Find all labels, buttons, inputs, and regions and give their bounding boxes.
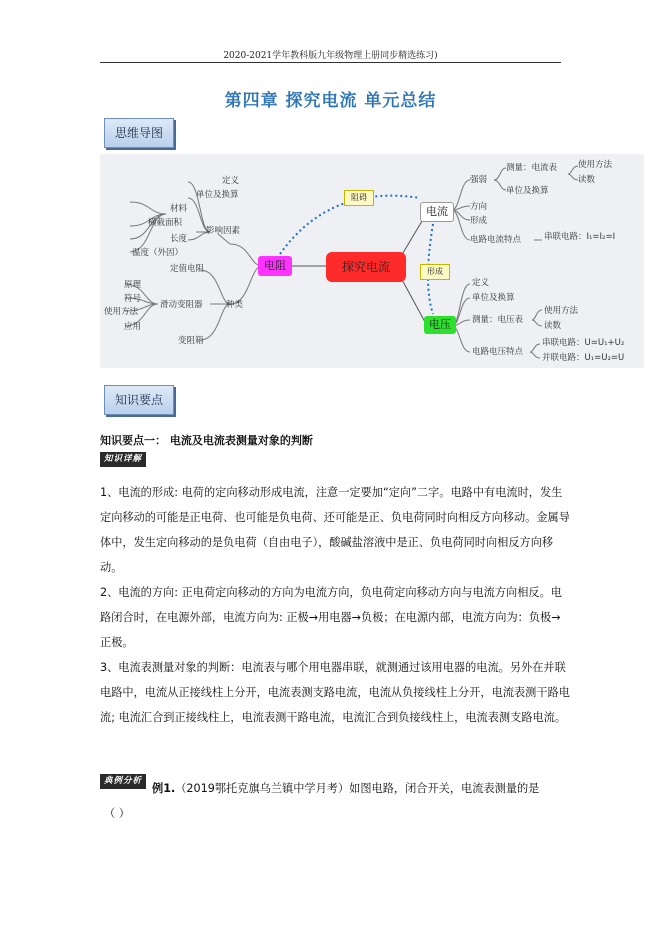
mm-current-unit: 单位及换算 — [506, 186, 549, 196]
paragraph-3-text: 3、电流表测量对象的判断：电流表与哪个用电器串联，就测通过该用电器的电流。另外在并联电路中，电流从正接线柱上分开，电流表测支路电流，电流从负接线柱上分开，电流表测干路电流; 电流汇合到正接线柱上，电流表测干路电流，电流汇合到负接线柱上，电流表测支路电流。 — [100, 661, 570, 724]
mind-map — [100, 154, 644, 368]
mm-slide: 滑动变阻器 — [160, 300, 203, 310]
mm-measure-voltage: 测量：电压表 — [472, 315, 524, 325]
mm-box: 变阻箱 — [178, 336, 204, 346]
mm-voltage-parallel: 并联电路：U₁=U₂=U — [542, 353, 625, 363]
mm-usage: 使用方法 — [104, 307, 139, 317]
knowledge-heading: 知识要点一： 电流及电流表测量对象的判断 — [100, 434, 313, 447]
mm-voltage-series: 串联电路：U=U₁+U₂ — [542, 338, 625, 348]
mm-measure-current: 测量：电流表 — [506, 163, 558, 173]
header-divider — [100, 62, 561, 63]
mm-voltage-circuit: 电路电压特点 — [472, 347, 524, 357]
mm-definition: 定义 — [222, 176, 240, 186]
mm-fixed: 定值电阻 — [170, 264, 205, 274]
current-node: 电流 — [420, 202, 454, 222]
example-label: 例1. — [152, 782, 176, 795]
page-header: 2020-2021学年教科版九年级物理上册同步精选练习) — [223, 51, 438, 61]
paragraph-2 — [100, 580, 570, 655]
voltage-node: 电压 — [424, 316, 456, 334]
mm-current-series: 串联电路：I₁=I₂=I — [544, 232, 616, 242]
link-form: 形成 — [420, 264, 450, 280]
chapter-title: 第四章 探究电流 单元总结 — [224, 91, 437, 111]
link-hinder: 阻碍 — [344, 190, 374, 206]
answer-blank: （ ） — [104, 807, 130, 820]
paragraph-1-text: 1、电流的形成: 电荷的定向移动形成电流，注意一定要加“定向”二字。电路中有电流时，发生定向移动的可能是正电荷、也可能是负电荷、还可能是正、负电荷同时向相反方向移动。金属导体中，发生定向移动的是负电荷（自由电子），酸碱盐溶液中是正、负电荷同时向相反方向移动。 — [100, 486, 570, 574]
mm-temp: 温度（外因） — [132, 248, 184, 258]
center-node: 探究电流 — [326, 252, 406, 282]
paragraph-3 — [100, 655, 570, 730]
example-badge: 典例分析 — [100, 774, 146, 789]
example-line — [152, 776, 539, 801]
mm-unit: 单位及换算 — [196, 190, 239, 200]
paragraph-1 — [100, 480, 570, 580]
mm-area: 横截面积 — [148, 218, 183, 228]
mm-form: 形成 — [470, 216, 488, 226]
mm-symbol: 符号 — [124, 294, 142, 304]
mm-length: 长度 — [170, 234, 188, 244]
mm-apply: 应用 — [124, 322, 142, 332]
knowledge-badge: 知识详解 — [100, 452, 146, 467]
mm-strength: 强弱 — [470, 175, 488, 185]
mm-current-use: 使用方法 — [578, 160, 613, 170]
mm-kinds: 种类 — [226, 300, 244, 310]
mm-principle: 原理 — [124, 280, 142, 290]
tag-knowledge: 知识要点 — [104, 385, 174, 415]
mm-voltage-use: 使用方法 — [544, 306, 579, 316]
mm-current-circuit: 电路电流特点 — [470, 235, 522, 245]
mm-direction: 方向 — [470, 202, 488, 212]
mm-voltage-unit: 单位及换算 — [472, 293, 515, 303]
tag-mindmap: 思维导图 — [104, 118, 174, 148]
mm-influence: 影响因素 — [206, 226, 241, 236]
paragraph-2-text: 2、电流的方向: 正电荷定向移动的方向为电流方向，负电荷定向移动方向与电流方向相反。电路闭合时，在电源外部，电流方向为: 正极→用电器→负极；在电源内部，电流方向为：负极→正极。 — [100, 586, 562, 649]
mm-voltage-definition: 定义 — [472, 278, 490, 288]
example-text: （2019鄂托克旗乌兰镇中学月考）如图电路，闭合开关，电流表测量的是 — [175, 782, 540, 795]
mm-current-read: 读数 — [578, 175, 596, 185]
resistance-node: 电阻 — [258, 256, 292, 276]
mm-voltage-read: 读数 — [544, 321, 562, 331]
mm-material: 材料 — [170, 204, 188, 214]
